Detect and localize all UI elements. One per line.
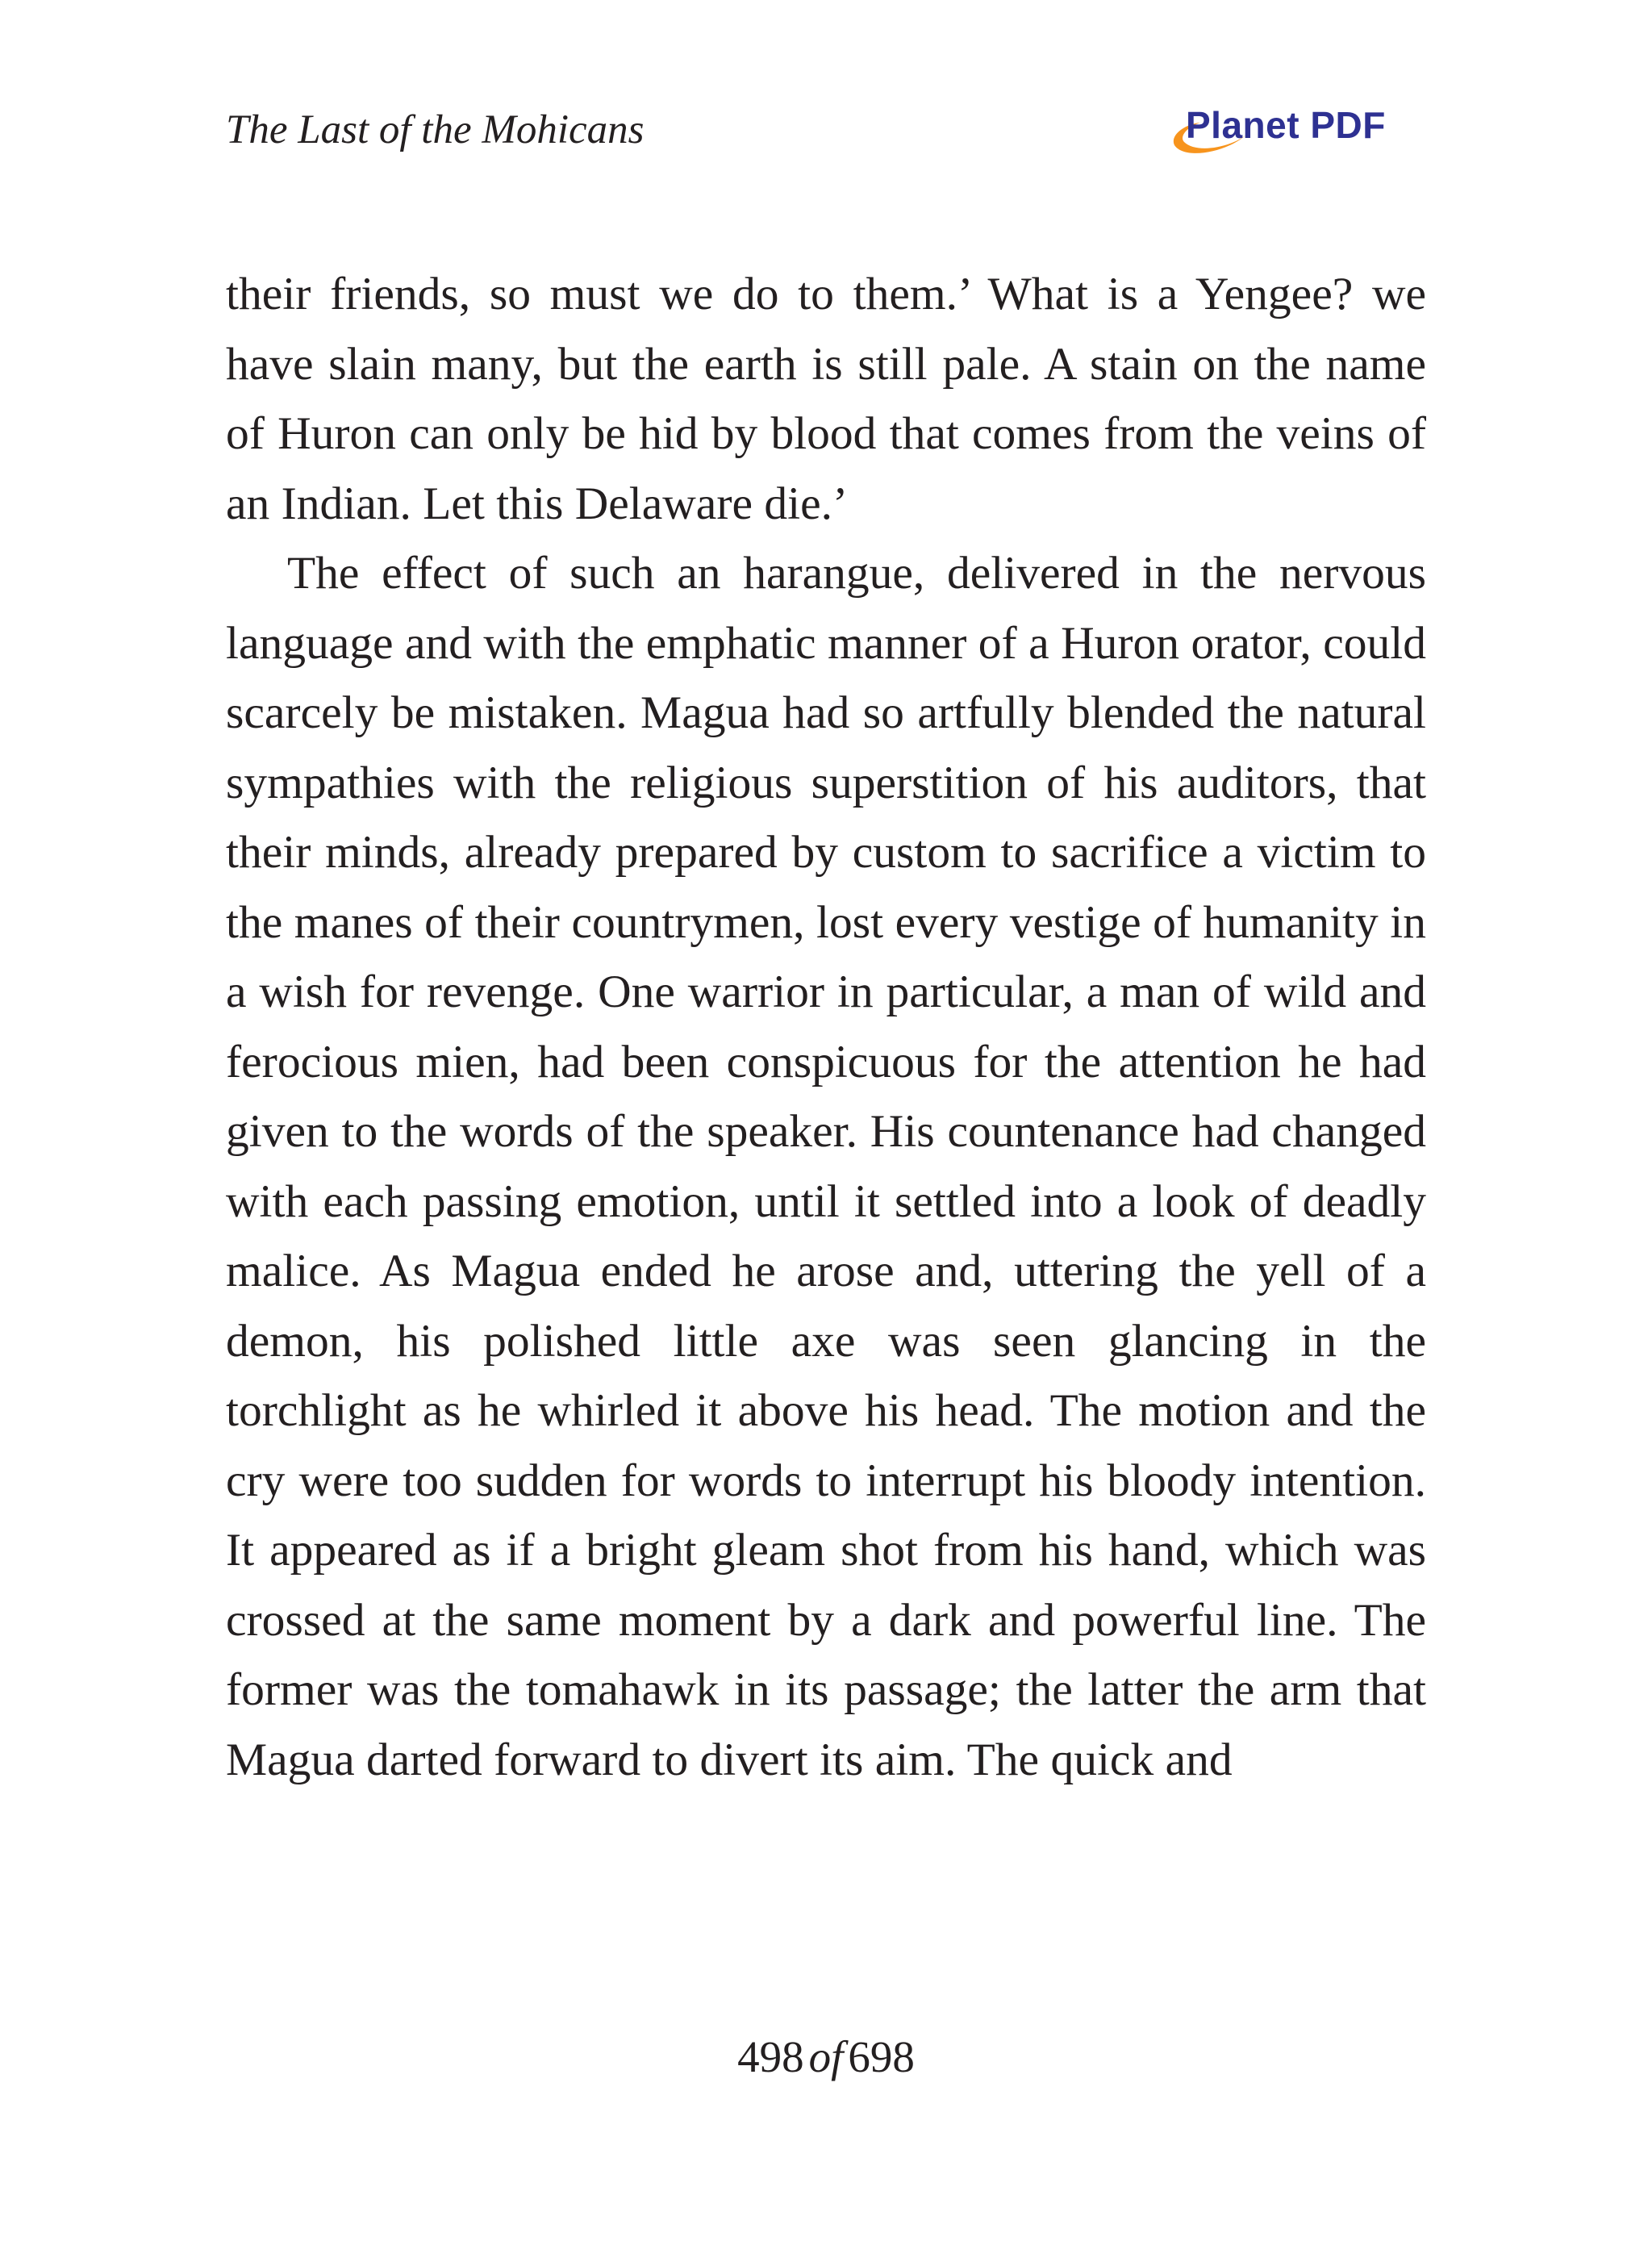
planet-pdf-logo xyxy=(1168,103,1426,161)
book-title: The Last of the Mohicans xyxy=(226,107,645,152)
logo-text: Planet PDF xyxy=(1186,104,1386,146)
page-of-label: of xyxy=(808,2032,844,2081)
page-header xyxy=(226,103,1426,168)
page-body xyxy=(226,260,1426,1795)
page-number xyxy=(0,2032,1652,2081)
paragraph: The effect of such an harangue, delivered in the nervous language and with the emphatic manner of a Huron orator, could scarcely be mistaken. Magua had so artfully blended the natural sympathies with the religious superstition of his auditors, that their minds, already prepared by custom to sacrifice a victim to the manes of their countrymen, lost every vestige of humanity in a wish for revenge. One warrior in particular, a man of wild and ferocious mien, had been conspicuous for the attention he had given to the words of the speaker. His countenance had changed with each passing emotion, until it settled into a look of deadly malice. As Magua ended he arose and, uttering the yell of a demon, his polished little axe was seen glancing in the torchlight as he whirled it above his head. The motion and the cry were too sudden for words to interrupt his bloody intention. It appeared as if a bright gleam shot from his hand, which was crossed at the same moment by a dark and powerful line. The former was the tomahawk in its passage; the latter the arm that Magua darted forward to divert its aim. The quick and xyxy=(226,548,1426,1785)
current-page: 498 xyxy=(737,2032,804,2081)
total-pages: 698 xyxy=(848,2032,915,2081)
paragraph: their friends, so must we do to them.’ What is a Yengee? we have slain many, but the earth is still pale. A stain on the name of Huron can only be hid by blood that comes from the veins of an Indian. Let this Delaware die.’ xyxy=(226,269,1426,529)
